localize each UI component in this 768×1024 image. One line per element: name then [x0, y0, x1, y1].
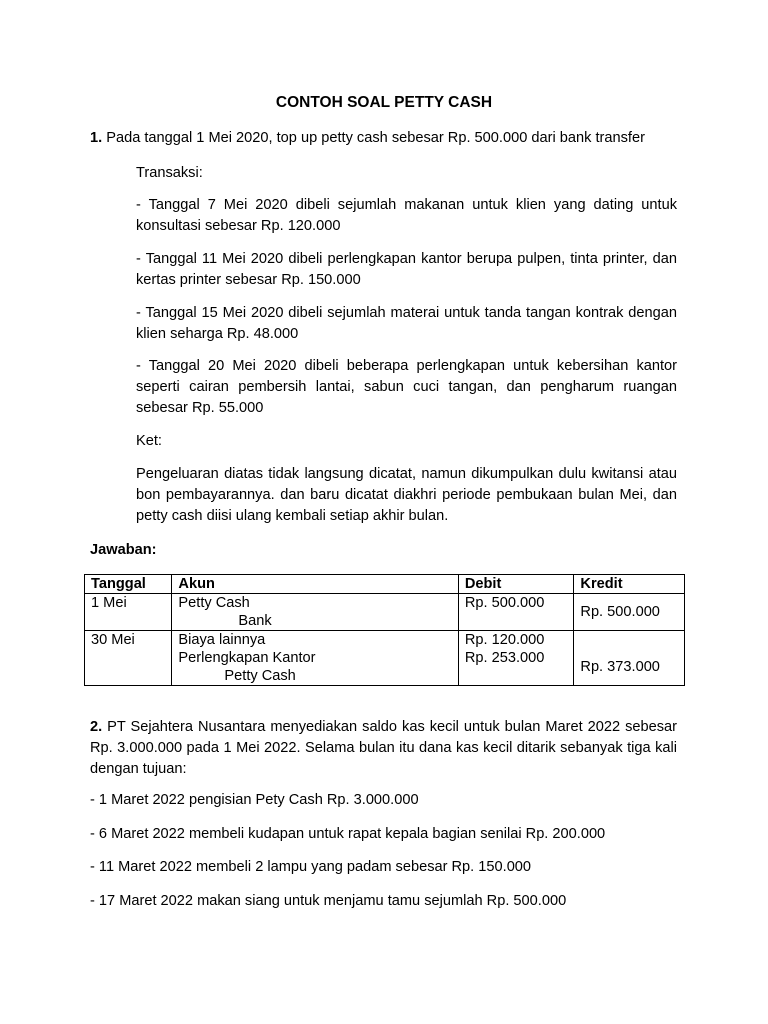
cell-debit: [458, 631, 574, 686]
list-item: - 17 Maret 2022 makan siang untuk menjamu tamu sejumlah Rp. 500.000: [90, 893, 567, 909]
kredit-amount: Rp. 373.000: [580, 659, 660, 675]
cell-akun: [172, 594, 458, 631]
list-item: - 1 Maret 2022 pengisian Pety Cash Rp. 3.000.000: [90, 792, 419, 808]
transaction-item: - Tanggal 11 Mei 2020 dibeli perlengkapan kantor berupa pulpen, tinta printer, dan kertas printer sebesar Rp. 150.000: [136, 251, 677, 288]
list-item: - 11 Maret 2022 membeli 2 lampu yang padam sebesar Rp. 150.000: [90, 859, 532, 875]
akun-credit-line: Petty Cash: [224, 668, 296, 684]
list-item: - 6 Maret 2022 membeli kudapan untuk rapat kepala bagian senilai Rp. 200.000: [90, 826, 606, 842]
question-1-text: Pada tanggal 1 Mei 2020, top up petty cash sebesar Rp. 500.000 dari bank transfer: [102, 130, 645, 146]
cell-akun: [172, 631, 458, 686]
debit-amount: Rp. 120.000: [464, 632, 545, 648]
kredit-amount: Rp. 500.000: [580, 604, 660, 620]
header-debit: Debit: [458, 575, 574, 594]
question-1: [90, 128, 690, 149]
question-1-number: 1.: [90, 130, 103, 146]
ket-text: Pengeluaran diatas tidak langsung dicatat, namun dikumpulkan dulu kwitansi atau bon pembayarannya. dan baru dicatat diakhri periode pembukaan bulan Mei, dan petty cash diisi ulang kembali setiap akhir bulan.: [136, 466, 677, 524]
cell-kredit: [574, 631, 685, 686]
transaksi-label: Transaksi:: [136, 165, 203, 181]
table-header-row: [85, 575, 685, 594]
header-tanggal: Tanggal: [85, 575, 172, 594]
ket-label: Ket:: [136, 433, 162, 449]
cell-kredit: [574, 594, 685, 631]
akun-debit-line: Petty Cash: [178, 595, 250, 611]
cell-debit: [458, 594, 574, 631]
akun-debit-line: Biaya lainnya: [178, 632, 266, 648]
debit-amount: Rp. 500.000: [464, 595, 545, 611]
question-2-number: 2.: [90, 719, 103, 735]
page-title: CONTOH SOAL PETTY CASH: [275, 94, 493, 111]
table-row: [85, 594, 685, 631]
transaction-item: - Tanggal 15 Mei 2020 dibeli sejumlah materai untuk tanda tangan kontrak dengan klien seharga Rp. 48.000: [136, 305, 677, 342]
header-kredit: Kredit: [574, 575, 685, 594]
cell-tanggal: 1 Mei: [85, 594, 172, 631]
jawaban-label: Jawaban:: [90, 542, 157, 558]
question-2: [90, 717, 677, 780]
header-akun: Akun: [172, 575, 458, 594]
debit-amount: Rp. 253.000: [464, 650, 545, 666]
akun-debit-line: Perlengkapan Kantor: [178, 650, 316, 666]
table-row: [85, 631, 685, 686]
question-2-text: PT Sejahtera Nusantara menyediakan saldo kas kecil untuk bulan Maret 2022 sebesar Rp. 3.000.000 pada 1 Mei 2022. Selama bulan itu dana kas kecil ditarik sebanyak tiga kali dengan tujuan:: [90, 719, 677, 777]
cell-tanggal: 30 Mei: [85, 631, 172, 686]
akun-credit-line: Bank: [238, 613, 272, 629]
transaction-item: - Tanggal 7 Mei 2020 dibeli sejumlah makanan untuk klien yang dating untuk konsultasi sebesar Rp. 120.000: [136, 197, 677, 234]
transaction-item: - Tanggal 20 Mei 2020 dibeli beberapa perlengkapan untuk kebersihan kantor seperti cairan pembersih lantai, sabun cuci tangan, dan pengharum ruangan sebesar Rp. 55.000: [136, 358, 677, 416]
journal-table: [84, 574, 685, 686]
